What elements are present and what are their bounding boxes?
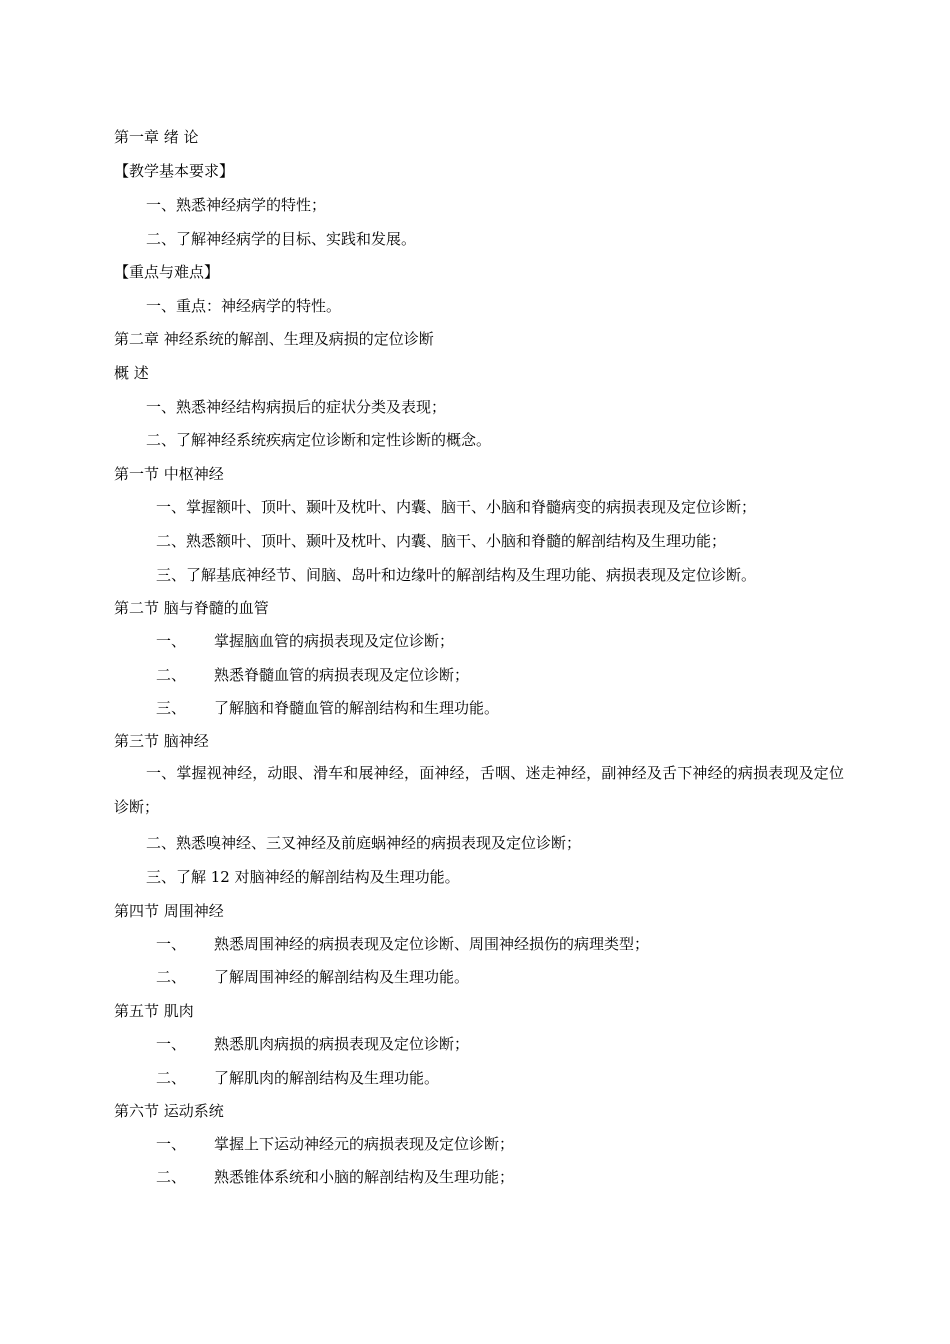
list-item: 三、了解 12 对脑神经的解剖结构及生理功能。 <box>146 868 460 886</box>
list-number: 二、 <box>156 1069 187 1087</box>
list-item: 一、掌握额叶、顶叶、颞叶及枕叶、内囊、脑干、小脑和脊髓病变的病损表现及定位诊断； <box>156 498 757 516</box>
key-points-header: 【重点与难点】 <box>114 263 220 281</box>
list-item <box>156 934 649 954</box>
list-item: 一、掌握视神经，动眼、滑车和展神经，面神经，舌咽、迷走神经，副神经及舌下神经的病损表现及定位诊断； <box>114 764 844 816</box>
chapter-1-title: 第一章 绪 论 <box>114 128 199 146</box>
list-text: 熟悉周围神经的病损表现及定位诊断、周围神经损伤的病理类型； <box>214 935 650 953</box>
list-text: 了解周围神经的解剖结构及生理功能。 <box>214 968 470 986</box>
list-item <box>156 698 499 718</box>
list-item <box>156 967 469 987</box>
list-number: 三、 <box>156 699 187 717</box>
list-number: 二、 <box>156 666 187 684</box>
list-item: 二、熟悉嗅神经、三叉神经及前庭蜗神经的病损表现及定位诊断； <box>146 834 582 852</box>
section-3-title: 第三节 脑神经 <box>114 732 209 750</box>
list-item: 二、熟悉额叶、顶叶、颞叶及枕叶、内囊、脑干、小脑和脊髓的解剖结构及生理功能； <box>156 532 727 550</box>
list-item <box>156 1134 514 1154</box>
list-number: 一、 <box>156 935 187 953</box>
list-text: 掌握上下运动神经元的病损表现及定位诊断； <box>214 1135 515 1153</box>
list-text: 熟悉脊髓血管的病损表现及定位诊断； <box>214 666 470 684</box>
list-text: 了解脑和脊髓血管的解剖结构和生理功能。 <box>214 699 500 717</box>
list-number: 一、 <box>156 1135 187 1153</box>
list-item: 一、熟悉神经病学的特性； <box>146 196 327 214</box>
list-item <box>156 631 454 651</box>
overview-title: 概 述 <box>114 364 149 382</box>
list-item <box>156 1068 439 1088</box>
list-number: 一、 <box>156 632 187 650</box>
chapter-2-title: 第二章 神经系统的解剖、生理及病损的定位诊断 <box>114 330 434 348</box>
list-item <box>156 665 469 685</box>
list-item: 三、了解基底神经节、间脑、岛叶和边缘叶的解剖结构及生理功能、病损表现及定位诊断。 <box>156 566 757 584</box>
list-number: 一、 <box>156 1035 187 1053</box>
list-item <box>156 1167 514 1187</box>
list-item: 二、了解神经病学的目标、实践和发展。 <box>146 230 417 248</box>
list-text: 掌握脑血管的病损表现及定位诊断； <box>214 632 455 650</box>
list-number: 二、 <box>156 968 187 986</box>
section-5-title: 第五节 肌肉 <box>114 1002 194 1020</box>
section-6-title: 第六节 运动系统 <box>114 1102 224 1120</box>
section-1-title: 第一节 中枢神经 <box>114 465 224 483</box>
list-item: 一、重点：神经病学的特性。 <box>146 297 342 315</box>
list-text: 熟悉肌肉病损的病损表现及定位诊断； <box>214 1035 470 1053</box>
teaching-requirements-header: 【教学基本要求】 <box>114 162 235 180</box>
section-4-title: 第四节 周围神经 <box>114 902 224 920</box>
list-number: 二、 <box>156 1168 187 1186</box>
list-item: 一、熟悉神经结构病损后的症状分类及表现； <box>146 398 447 416</box>
list-text: 了解肌肉的解剖结构及生理功能。 <box>214 1069 440 1087</box>
section-2-title: 第二节 脑与脊髓的血管 <box>114 599 269 617</box>
list-item: 二、了解神经系统疾病定位诊断和定性诊断的概念。 <box>146 431 492 449</box>
list-text: 熟悉锥体系统和小脑的解剖结构及生理功能； <box>214 1168 515 1186</box>
list-item <box>156 1034 469 1054</box>
